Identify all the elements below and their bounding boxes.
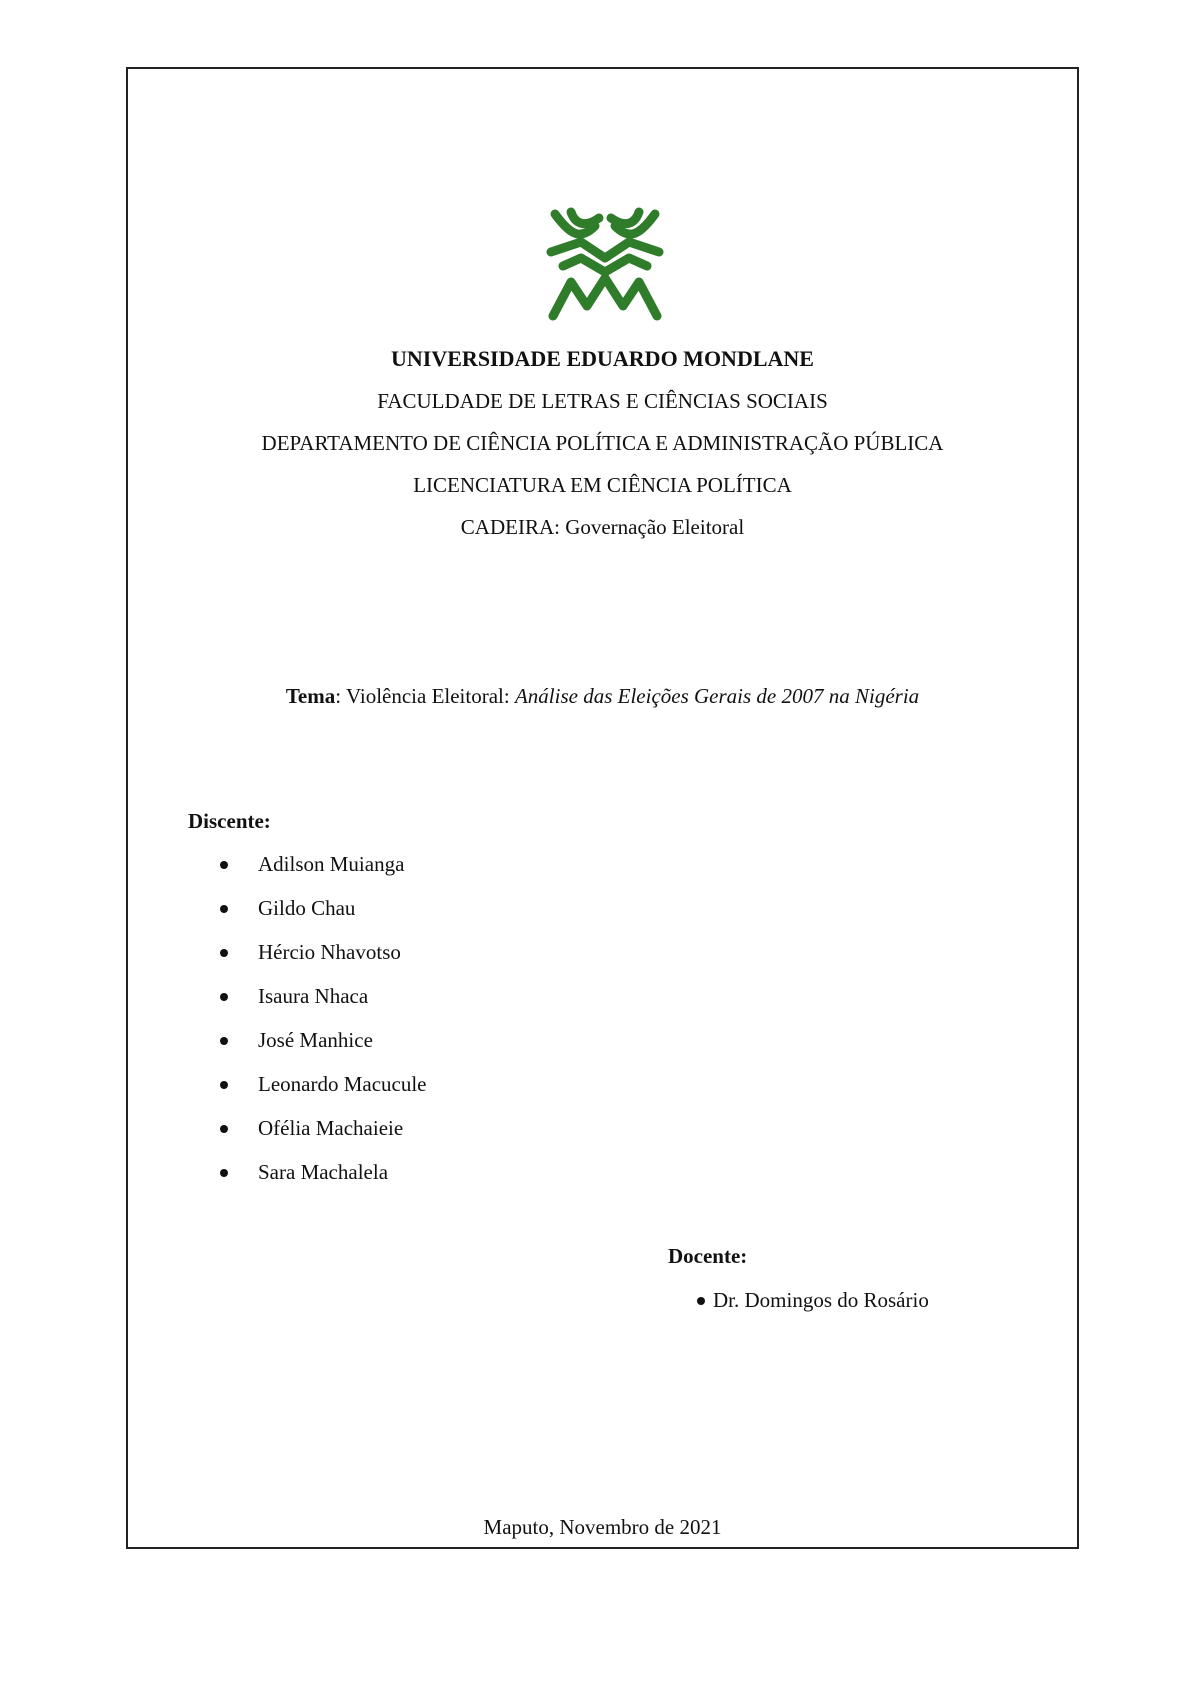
place-date: Maputo, Novembro de 2021 <box>483 1515 722 1539</box>
student-name: Adilson Muianga <box>258 852 405 876</box>
bullet-icon <box>220 905 228 913</box>
bullet-icon <box>220 1125 228 1133</box>
list-item <box>218 1071 427 1115</box>
tema-subtitle: Análise das Eleições Gerais de 2007 na Nigéria <box>514 684 920 708</box>
list-item <box>218 1159 427 1203</box>
bullet-icon <box>220 1037 228 1045</box>
student-name: Isaura Nhaca <box>258 984 369 1008</box>
student-name: Sara Machalela <box>258 1160 389 1184</box>
student-list <box>218 851 427 1203</box>
tema-label: Tema <box>285 684 336 708</box>
tema-title: Violência Eleitoral: <box>345 684 515 708</box>
discente-heading: Discente: <box>188 809 271 833</box>
list-item <box>218 1027 427 1071</box>
bullet-icon <box>220 1081 228 1089</box>
list-item <box>218 851 427 895</box>
teacher-item <box>697 1287 929 1313</box>
course-name: CADEIRA: Governação Eleitoral <box>460 515 745 539</box>
student-name: Gildo Chau <box>258 896 356 920</box>
bullet-icon <box>220 861 228 869</box>
student-name: Ofélia Machaieie <box>258 1116 404 1140</box>
tema-separator: : <box>335 684 346 708</box>
degree-name: LICENCIATURA EM CIÊNCIA POLÍTICA <box>413 473 792 497</box>
list-item <box>218 1115 427 1159</box>
tema-line <box>126 683 1079 709</box>
university-name: UNIVERSIDADE EDUARDO MONDLANE <box>391 346 814 371</box>
student-name: José Manhice <box>258 1028 373 1052</box>
list-item <box>218 983 427 1027</box>
docente-heading: Docente: <box>668 1244 748 1268</box>
bullet-icon <box>220 993 228 1001</box>
bullet-icon <box>220 1169 228 1177</box>
student-name: Leonardo Macucule <box>258 1072 427 1096</box>
bullet-icon <box>220 949 228 957</box>
department-name: DEPARTAMENTO DE CIÊNCIA POLÍTICA E ADMINISTRAÇÃO PÚBLICA <box>261 431 944 455</box>
university-emblem-icon <box>541 206 669 322</box>
faculty-name: FACULDADE DE LETRAS E CIÊNCIAS SOCIAIS <box>377 389 828 413</box>
list-item <box>218 939 427 983</box>
bullet-icon <box>697 1297 705 1305</box>
teacher-name: Dr. Domingos do Rosário <box>713 1288 929 1312</box>
student-name: Hércio Nhavotso <box>258 940 401 964</box>
list-item <box>218 895 427 939</box>
